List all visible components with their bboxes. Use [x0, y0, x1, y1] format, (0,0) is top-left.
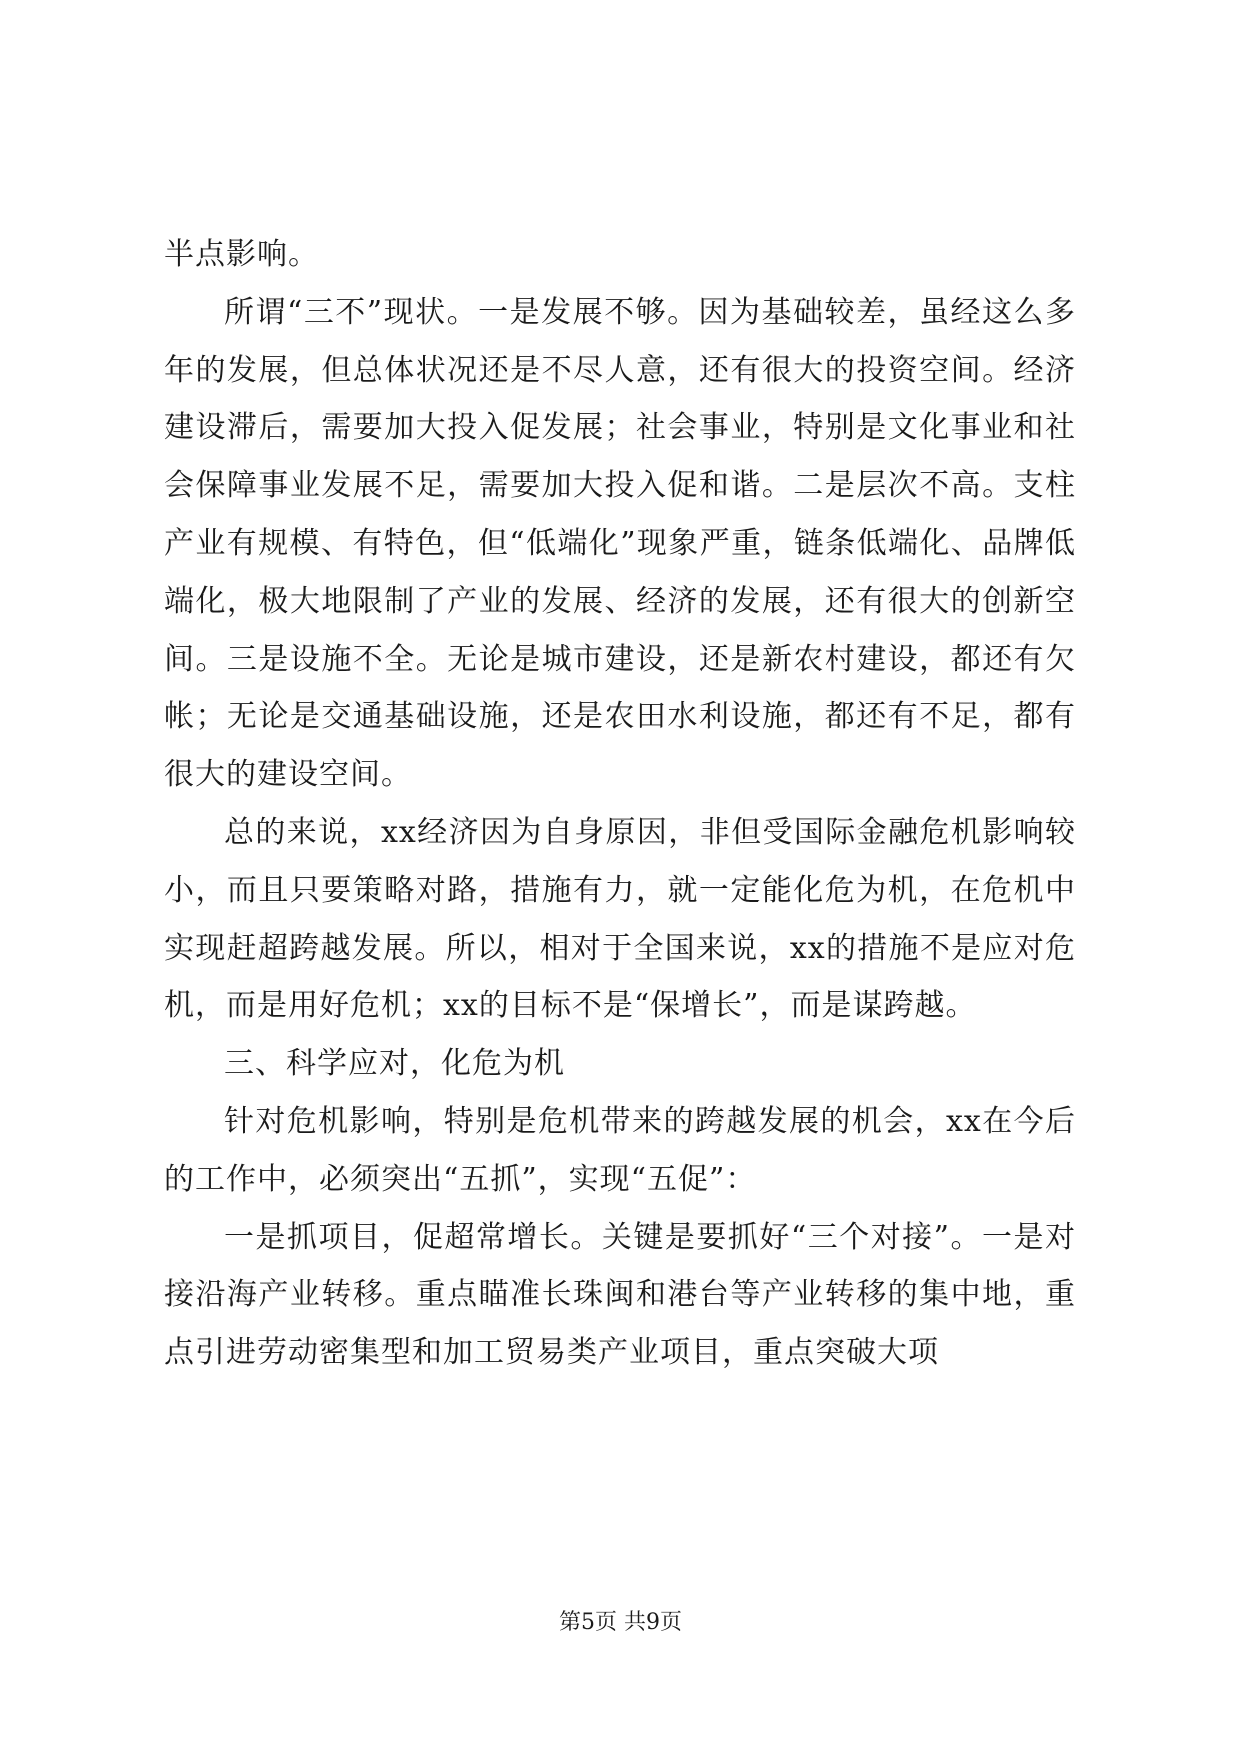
paragraph-3: 总的来说，xx经济因为自身原因，非但受国际金融危机影响较小，而且只要策略对路，措施有力，就一定能化危为机，在危机中实现赶超跨越发展。所以，相对于全国来说，xx的措施不是应对危机，而是用好危机；xx的目标不是“保增长”，而是谋跨越。 [164, 814, 1076, 1024]
document-body [164, 226, 1076, 1382]
paragraph-4: 针对危机影响，特别是危机带来的跨越发展的机会，xx在今后的工作中，必须突出“五抓”，实现“五促”： [164, 1103, 1076, 1197]
page-footer: 第5页 共9页 [559, 1610, 682, 1635]
paragraph-1: 半点影响。 [164, 237, 319, 272]
section-heading: 三、科学应对，化危为机 [224, 1046, 565, 1082]
paragraph-2: 所谓“三不”现状。一是发展不够。因为基础较差，虽经这么多年的发展，但总体状况还是不尽人意，还有很大的投资空间。经济建设滞后，需要加大投入促发展；社会事业，特别是文化事业和社会保障事业发展不足，需要加大投入促和谐。二是层次不高。支柱产业有规模、有特色，但“低端化”现象严重，链条低端化、品牌低端化，极大地限制了产业的发展、经济的发展，还有很大的创新空间。三是设施不全。无论是城市建设，还是新农村建设，都还有欠帐；无论是交通基础设施，还是农田水利设施，都还有不足，都有很大的建设空间。 [164, 294, 1076, 793]
paragraph-5: 一是抓项目，促超常增长。关键是要抓好“三个对接”。一是对接沿海产业转移。重点瞄准长珠闽和港台等产业转移的集中地，重点引进劳动密集型和加工贸易类产业项目，重点突破大项 [164, 1219, 1076, 1371]
